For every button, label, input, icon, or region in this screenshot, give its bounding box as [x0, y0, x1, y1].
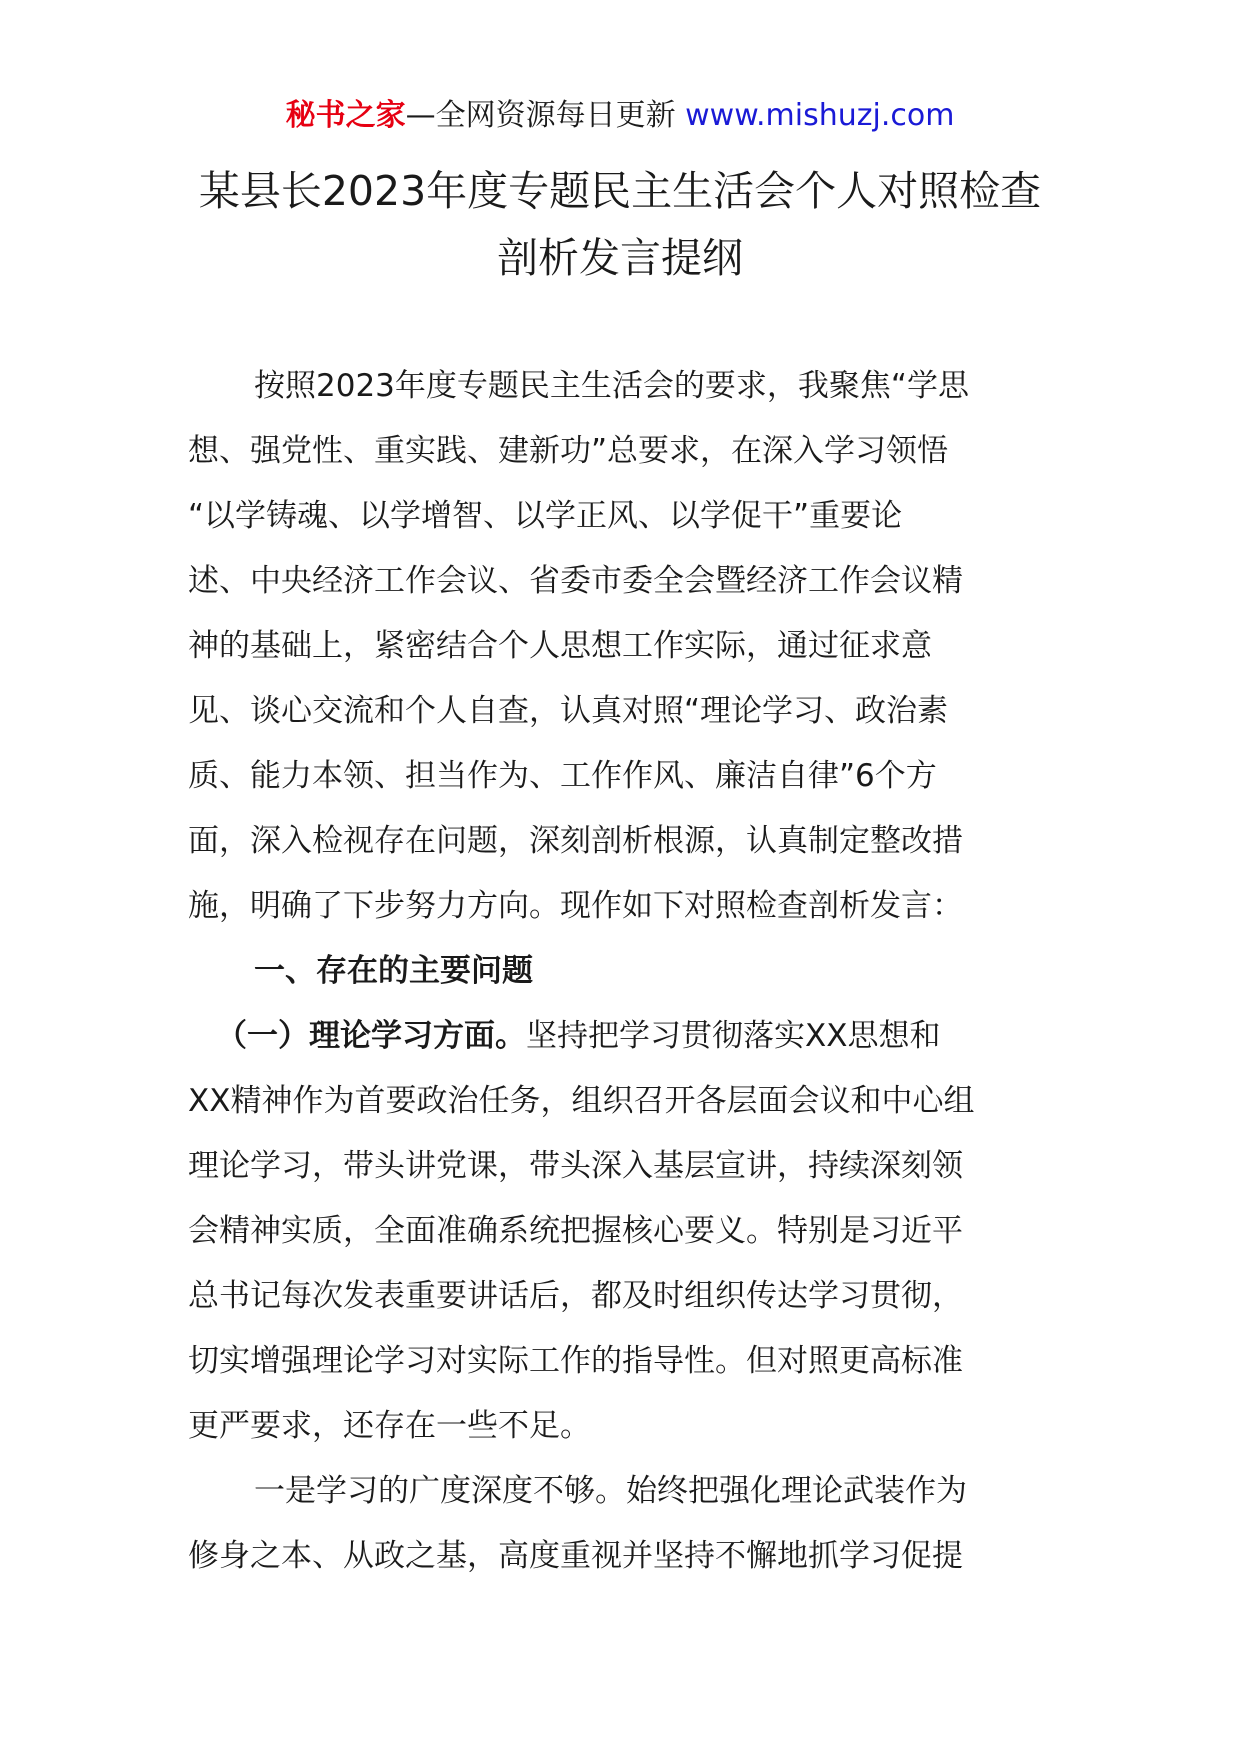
paragraph-line: 一是学习的广度深度不够。始终把强化理论武装作为 [254, 1473, 967, 1509]
paragraph-line: 会精神实质，全面准确系统把握核心要义。特别是习近平 [188, 1213, 963, 1249]
document-body [188, 354, 1058, 1589]
paragraph-line: 质、能力本领、担当作为、工作作风、廉洁自律”6个方 [188, 758, 937, 794]
paragraph-line: 神的基础上，紧密结合个人思想工作实际，通过征求意 [188, 628, 932, 664]
paragraph-line: 述、中央经济工作会议、省委市委全会暨经济工作会议精 [188, 563, 963, 599]
paragraph-line: 切实增强理论学习对实际工作的指导性。但对照更高标准 [188, 1343, 963, 1379]
subsection-heading-1: （一）理论学习方面。 [216, 1018, 526, 1054]
paragraph-line: 按照2023年度专题民主生活会的要求，我聚焦“学思 [254, 368, 969, 404]
paragraph-line: 施，明确了下步努力方向。现作如下对照检查剖析发言： [188, 888, 963, 924]
paragraph-line: 修身之本、从政之基，高度重视并坚持不懈地抓学习促提 [188, 1538, 963, 1574]
document-title-line-1: 某县长2023年度专题民主生活会个人对照检查 [198, 167, 1042, 215]
subsection-lead-text: 坚持把学习贯彻落实XX思想和 [526, 1018, 941, 1054]
paragraph-line: 理论学习，带头讲党课，带头深入基层宣讲，持续深刻领 [188, 1148, 963, 1184]
section-heading-1: 一、存在的主要问题 [254, 953, 533, 989]
document-title-line-2: 剖析发言提纲 [497, 234, 743, 282]
paragraph-line: 想、强党性、重实践、建新功”总要求，在深入学习领悟 [188, 433, 949, 469]
paragraph-line: “以学铸魂、以学增智、以学正风、以学促干”重要论 [188, 498, 903, 534]
paragraph-line: 总书记每次发表重要讲话后，都及时组织传达学习贯彻， [188, 1278, 963, 1314]
paragraph-line: 更严要求，还存在一些不足。 [188, 1408, 591, 1444]
paragraph-line: 面，深入检视存在问题，深刻剖析根源，认真制定整改措 [188, 823, 963, 859]
paragraph-line: XX精神作为首要政治任务，组织召开各层面会议和中心组 [188, 1083, 975, 1119]
header-tagline: —全网资源每日更新 [405, 98, 676, 133]
site-url-link[interactable]: www.mishuzj.com [685, 98, 955, 133]
paragraph-line: 见、谈心交流和个人自查，认真对照“理论学习、政治素 [188, 693, 949, 729]
subsection-lead-line [188, 1004, 1058, 1069]
brand-name: 秘书之家 [285, 98, 406, 133]
site-header [0, 96, 1240, 136]
